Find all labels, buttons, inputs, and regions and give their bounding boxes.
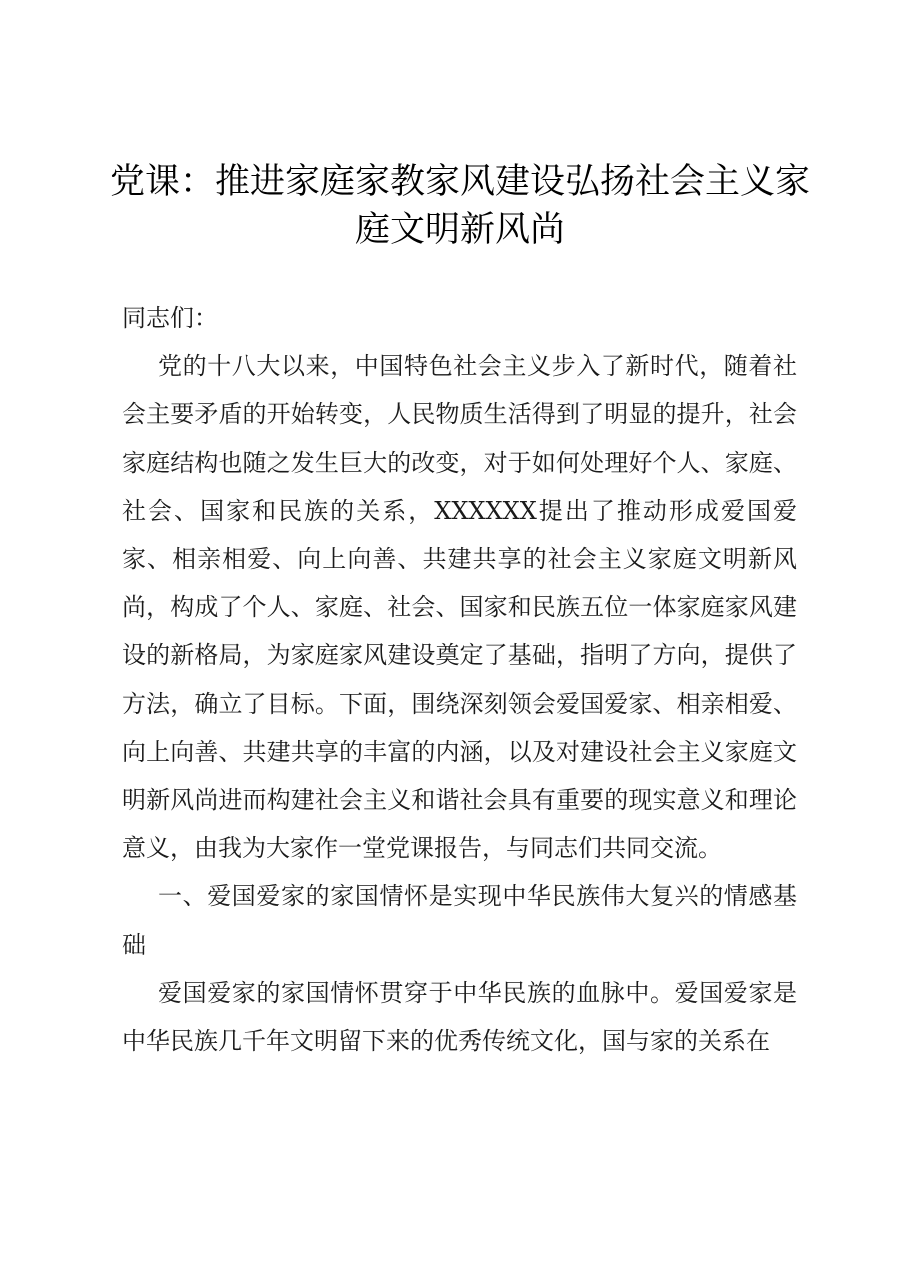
section-heading: 一、爱国爱家的家国情怀是实现中华民族伟大复兴的情感基础 (122, 882, 797, 959)
document-body (122, 294, 797, 1065)
salutation: 同志们： (122, 304, 218, 332)
body-paragraph: 爱国爱家的家国情怀贯穿于中华民族的血脉中。爱国爱家是中华民族几千年文明留下来的优秀传统文化，国与家的关系在 (122, 978, 797, 1056)
body-paragraph: 党的十八大以来，中国特色社会主义步入了新时代，随着社会主要矛盾的开始转变，人民物质生活得到了明显的提升，社会家庭结构也随之发生巨大的改变，对于如何处理好个人、家庭、社会、国家和民族的关系，XXXXXX提出了推动形成爱国爱家、相亲相爱、向上向善、共建共享的社会主义家庭文明新风尚，构成了个人、家庭、社会、国家和民族五位一体家庭家风建设的新格局，为家庭家风建设奠定了基础，指明了方向，提供了方法，确立了目标。下面，围绕深刻领会爱国爱家、相亲相爱、向上向善、共建共享的丰富的内涵，以及对建设社会主义家庭文明新风尚进而构建社会主义和谐社会具有重要的现实意义和理论意义，由我为大家作一堂党课报告，与同志们共同交流。 (122, 352, 797, 863)
document-title: 党课：推进家庭家教家风建设弘扬社会主义家庭文明新风尚 (110, 162, 811, 250)
